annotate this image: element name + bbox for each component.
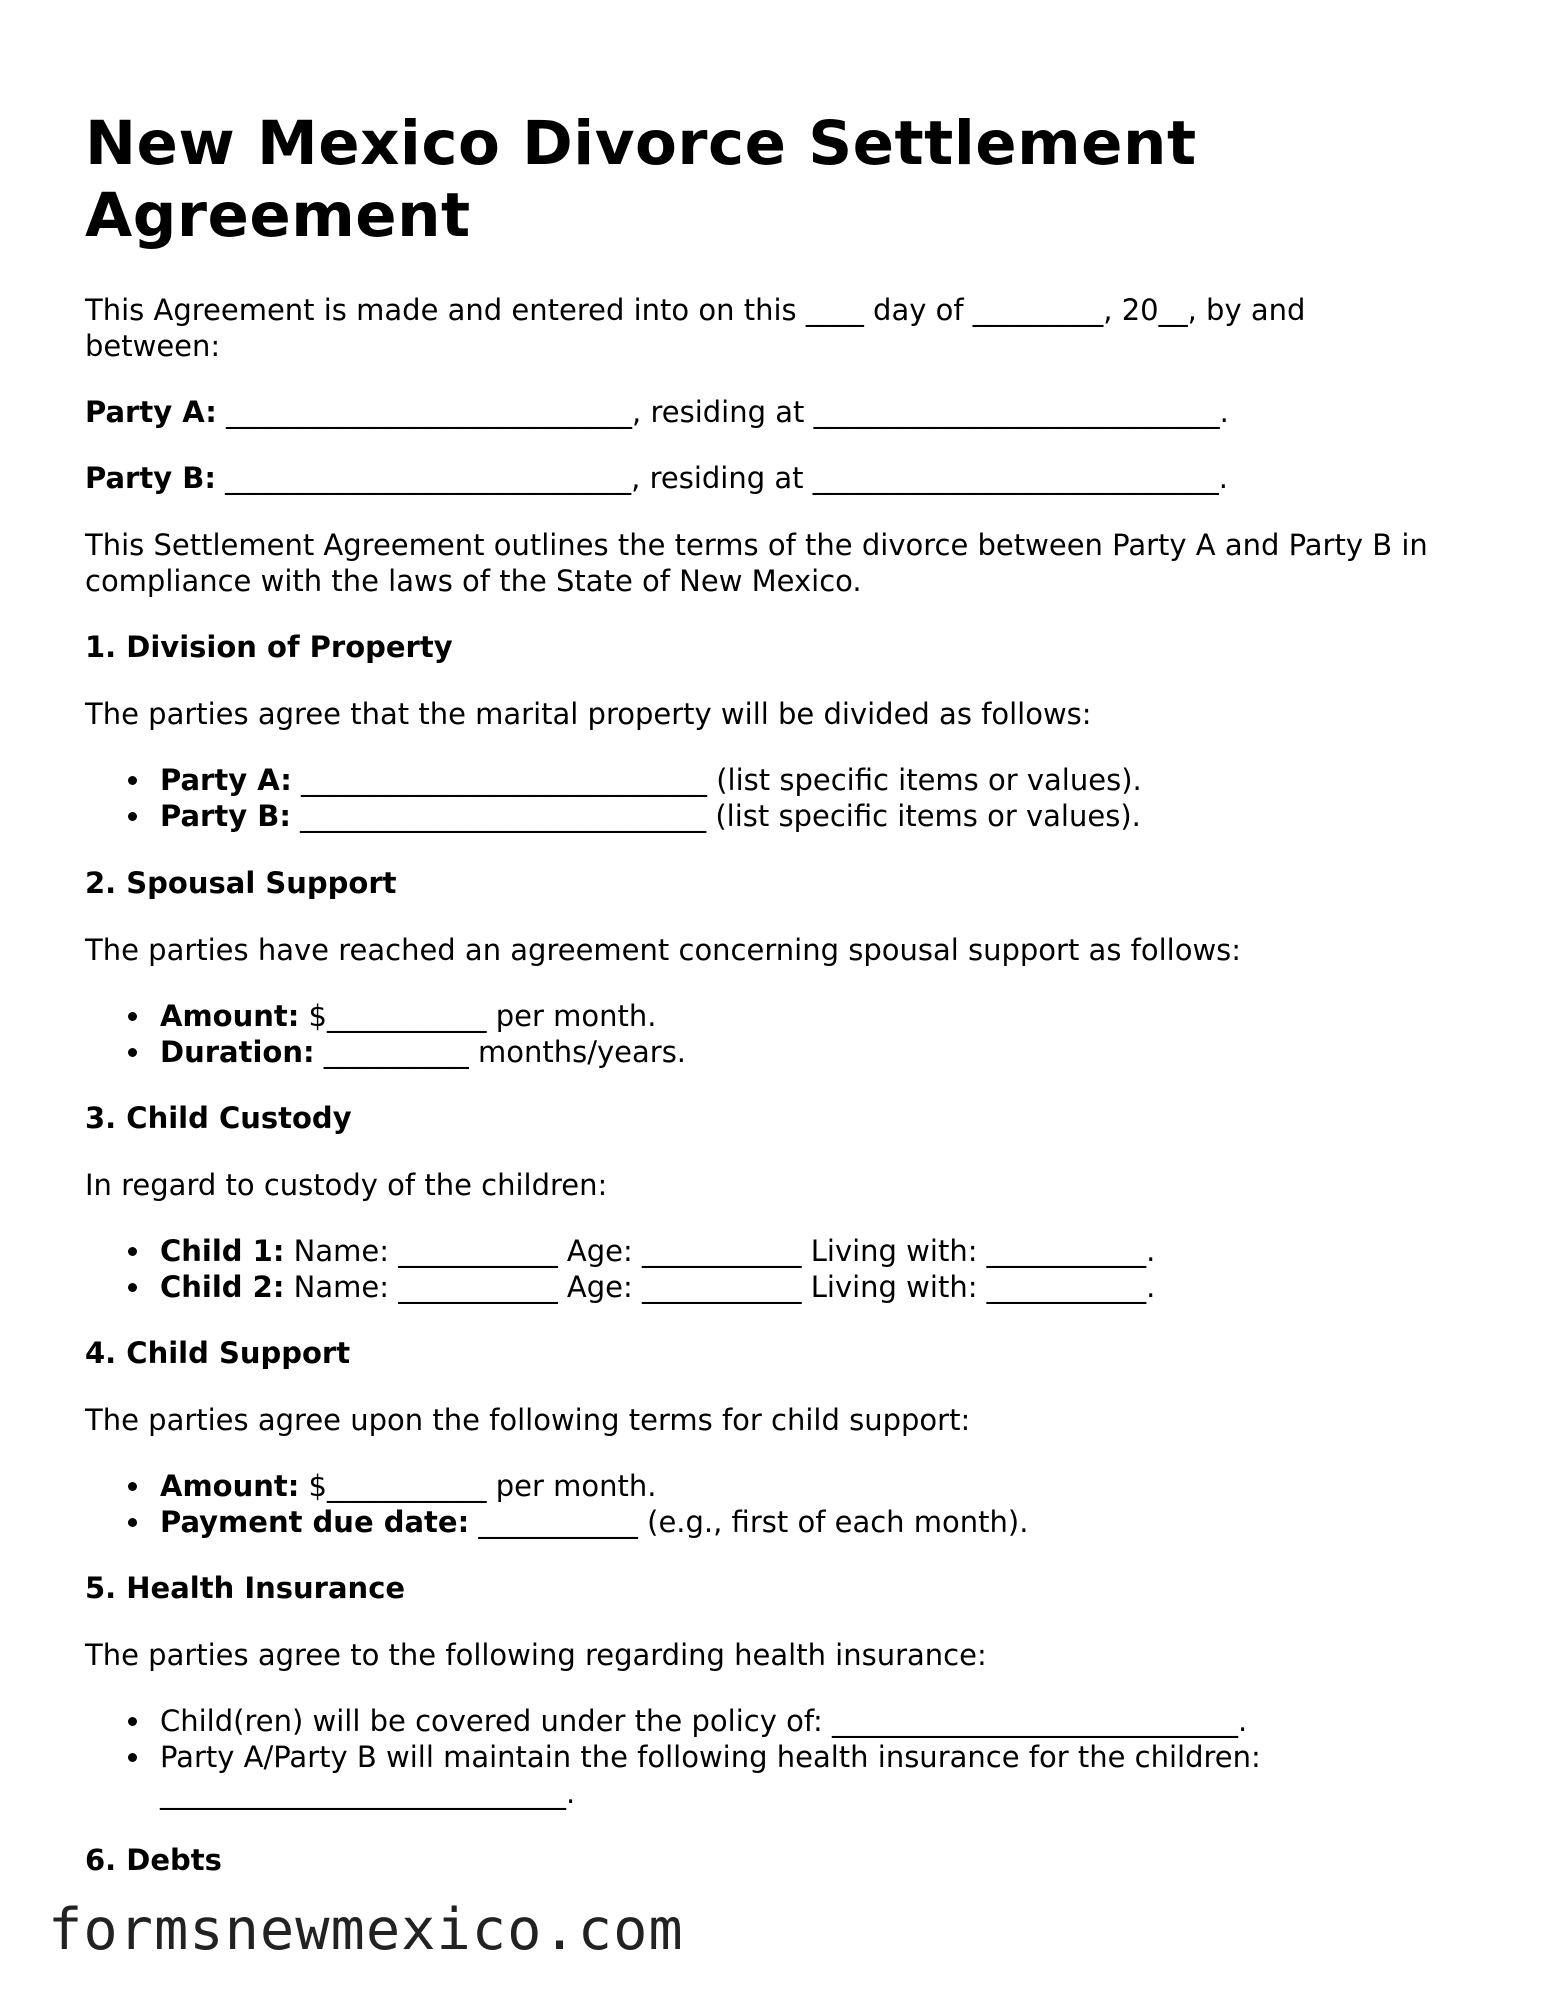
list-item: Party A/Party B will maintain the following health insurance for the children: ____________________________. (160, 1739, 1390, 1811)
list-item-text: __________ months/years. (314, 1035, 687, 1069)
list-item: Child(ren) will be covered under the policy of: ____________________________. (160, 1703, 1390, 1739)
section-heading-debts: 6. Debts (85, 1843, 222, 1877)
purpose-paragraph: This Settlement Agreement outlines the terms of the divorce between Party A and Party B in compliance with the laws of the State of New Mexico. (85, 528, 1428, 598)
spousal-list (85, 998, 1410, 1070)
list-item (160, 762, 1410, 798)
section-text-insurance: The parties agree to the following regarding health insurance: (85, 1638, 987, 1672)
list-item (160, 1504, 1410, 1540)
list-item (160, 1269, 1410, 1305)
list-item-label: Amount: (160, 999, 300, 1033)
list-item (160, 998, 1410, 1034)
list-item-text: ___________ (e.g., first of each month). (469, 1505, 1029, 1539)
list-item-text: Name: ___________ Age: ___________ Living with: ___________. (284, 1270, 1156, 1304)
custody-list (85, 1233, 1410, 1305)
intro-paragraph: This Agreement is made and entered into on this ____ day of _________, 20__, by and between: (85, 293, 1306, 363)
section-heading-insurance: 5. Health Insurance (85, 1571, 406, 1605)
list-item-text: Name: ___________ Age: ___________ Living with: ___________. (284, 1234, 1156, 1268)
list-item (160, 1034, 1410, 1070)
list-item-label: Payment due date: (160, 1505, 470, 1539)
list-item (160, 798, 1410, 834)
list-item-label: Party A: (160, 763, 292, 797)
section-heading-property: 1. Division of Property (85, 630, 453, 664)
child-support-list (85, 1468, 1410, 1540)
section-heading-spousal: 2. Spousal Support (85, 866, 397, 900)
section-text-spousal: The parties have reached an agreement concerning spousal support as follows: (85, 933, 1242, 967)
list-item-label: Duration: (160, 1035, 315, 1069)
list-item-label: Party B: (160, 799, 291, 833)
property-list (85, 762, 1410, 834)
list-item-text: $___________ per month. (299, 1469, 657, 1503)
section-text-child-support: The parties agree upon the following terms for child support: (85, 1403, 971, 1437)
section-text-custody: In regard to custody of the children: (85, 1168, 608, 1202)
document-title: New Mexico Divorce Settlement Agreement (85, 108, 1197, 251)
list-item-label: Amount: (160, 1469, 300, 1503)
list-item (160, 1233, 1410, 1269)
site-watermark: formsnewmexico.com (48, 1897, 684, 1963)
section-text-property: The parties agree that the marital property will be divided as follows: (85, 697, 1092, 731)
party-b-label: Party B: (85, 461, 216, 495)
section-heading-custody: 3. Child Custody (85, 1101, 352, 1135)
section-heading-child-support: 4. Child Support (85, 1336, 351, 1370)
list-item-label: Child 2: (160, 1270, 285, 1304)
list-item-text: $___________ per month. (299, 999, 657, 1033)
insurance-list (85, 1703, 1390, 1811)
party-b-blank: ____________________________, residing at ____________________________. (215, 461, 1228, 495)
party-b-line (85, 460, 1485, 496)
party-a-line (85, 394, 1485, 430)
party-a-label: Party A: (85, 395, 217, 429)
list-item-text: ____________________________ (list specific items or values). (291, 763, 1142, 797)
list-item-text: ____________________________ (list specific items or values). (290, 799, 1141, 833)
list-item-label: Child 1: (160, 1234, 285, 1268)
party-a-blank: ____________________________, residing at ____________________________. (216, 395, 1229, 429)
list-item (160, 1468, 1410, 1504)
